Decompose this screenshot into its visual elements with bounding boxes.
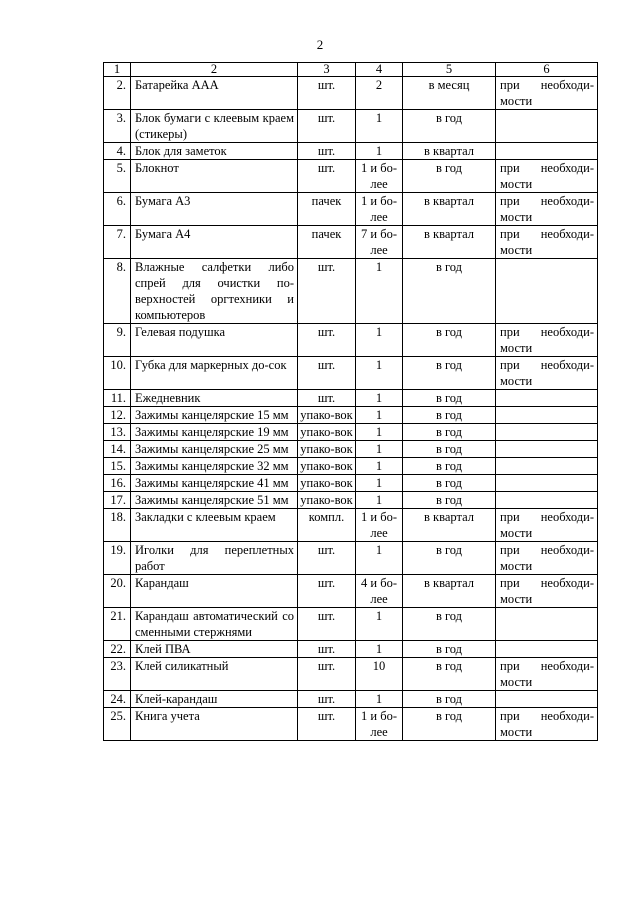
item-name: Закладки с клеевым краем — [131, 509, 298, 542]
item-name: Бумага А4 — [131, 226, 298, 259]
item-quantity: 1 — [356, 407, 403, 424]
item-note: при необходи-мости — [496, 575, 598, 608]
item-quantity: 1 — [356, 441, 403, 458]
row-number: 2. — [104, 77, 131, 110]
item-frequency: в квартал — [403, 226, 496, 259]
item-unit: упако-вок — [298, 492, 356, 509]
row-number: 23. — [104, 658, 131, 691]
table-row — [104, 143, 598, 160]
item-unit: упако-вок — [298, 441, 356, 458]
item-frequency: в год — [403, 160, 496, 193]
item-frequency: в год — [403, 708, 496, 741]
item-note: при необходи-мости — [496, 708, 598, 741]
item-name: Влажные салфетки либо спрей для очистки по-верхностей оргтехники и компьютеров — [131, 259, 298, 324]
table-row — [104, 259, 598, 324]
item-unit: шт. — [298, 160, 356, 193]
item-note: при необходи-мости — [496, 509, 598, 542]
item-frequency: в год — [403, 608, 496, 641]
column-header-4: 4 — [356, 63, 403, 77]
item-frequency: в год — [403, 658, 496, 691]
item-quantity: 1 — [356, 475, 403, 492]
item-unit: упако-вок — [298, 424, 356, 441]
item-note — [496, 608, 598, 641]
row-number: 5. — [104, 160, 131, 193]
item-unit: шт. — [298, 143, 356, 160]
table-body — [104, 77, 598, 741]
item-frequency: в квартал — [403, 143, 496, 160]
item-frequency: в год — [403, 324, 496, 357]
table-row — [104, 226, 598, 259]
table-row — [104, 357, 598, 390]
row-number: 22. — [104, 641, 131, 658]
item-note — [496, 390, 598, 407]
item-frequency: в год — [403, 259, 496, 324]
item-name: Клей-карандаш — [131, 691, 298, 708]
item-frequency: в год — [403, 542, 496, 575]
item-note — [496, 641, 598, 658]
row-number: 24. — [104, 691, 131, 708]
table-row — [104, 424, 598, 441]
item-quantity: 2 — [356, 77, 403, 110]
item-frequency: в год — [403, 641, 496, 658]
row-number: 21. — [104, 608, 131, 641]
item-name: Зажимы канцелярские 19 мм — [131, 424, 298, 441]
item-quantity: 1 — [356, 110, 403, 143]
item-note: при необходи-мости — [496, 77, 598, 110]
item-note: при необходи-мости — [496, 226, 598, 259]
row-number: 4. — [104, 143, 131, 160]
row-number: 13. — [104, 424, 131, 441]
item-quantity: 1 и бо-лее — [356, 509, 403, 542]
table-row — [104, 691, 598, 708]
item-unit: шт. — [298, 708, 356, 741]
item-name: Губка для маркерных до-сок — [131, 357, 298, 390]
table-row — [104, 509, 598, 542]
item-unit: упако-вок — [298, 458, 356, 475]
item-unit: шт. — [298, 110, 356, 143]
row-number: 7. — [104, 226, 131, 259]
item-quantity: 1 — [356, 608, 403, 641]
item-name: Зажимы канцелярские 25 мм — [131, 441, 298, 458]
item-name: Зажимы канцелярские 32 мм — [131, 458, 298, 475]
item-unit: компл. — [298, 509, 356, 542]
row-number: 11. — [104, 390, 131, 407]
row-number: 18. — [104, 509, 131, 542]
row-number: 14. — [104, 441, 131, 458]
table-row — [104, 407, 598, 424]
item-unit: шт. — [298, 77, 356, 110]
item-quantity: 4 и бо-лее — [356, 575, 403, 608]
row-number: 25. — [104, 708, 131, 741]
table-row — [104, 658, 598, 691]
item-name: Зажимы канцелярские 51 мм — [131, 492, 298, 509]
item-note — [496, 407, 598, 424]
column-header-2: 2 — [131, 63, 298, 77]
supplies-table — [103, 62, 598, 741]
item-name: Иголки для переплетных работ — [131, 542, 298, 575]
item-note — [496, 424, 598, 441]
row-number: 20. — [104, 575, 131, 608]
item-frequency: в год — [403, 458, 496, 475]
item-unit: шт. — [298, 357, 356, 390]
item-frequency: в год — [403, 691, 496, 708]
item-frequency: в год — [403, 475, 496, 492]
item-frequency: в квартал — [403, 193, 496, 226]
item-quantity: 1 — [356, 143, 403, 160]
table-row — [104, 458, 598, 475]
item-name: Зажимы канцелярские 15 мм — [131, 407, 298, 424]
row-number: 9. — [104, 324, 131, 357]
item-unit: шт. — [298, 259, 356, 324]
item-unit: шт. — [298, 658, 356, 691]
row-number: 12. — [104, 407, 131, 424]
item-name: Клей ПВА — [131, 641, 298, 658]
table-row — [104, 193, 598, 226]
item-quantity: 1 и бо-лее — [356, 193, 403, 226]
item-quantity: 1 — [356, 259, 403, 324]
item-unit: шт. — [298, 390, 356, 407]
row-number: 3. — [104, 110, 131, 143]
item-frequency: в год — [403, 357, 496, 390]
item-note: при необходи-мости — [496, 658, 598, 691]
table-row — [104, 324, 598, 357]
row-number: 16. — [104, 475, 131, 492]
row-number: 10. — [104, 357, 131, 390]
item-name: Карандаш автоматический со сменными стержнями — [131, 608, 298, 641]
item-quantity: 1 — [356, 492, 403, 509]
item-name: Блок для заметок — [131, 143, 298, 160]
row-number: 17. — [104, 492, 131, 509]
item-note: при необходи-мости — [496, 357, 598, 390]
item-note — [496, 458, 598, 475]
item-name: Бумага А3 — [131, 193, 298, 226]
item-quantity: 1 — [356, 458, 403, 475]
item-note: при необходи-мости — [496, 324, 598, 357]
item-name: Гелевая подушка — [131, 324, 298, 357]
table-row — [104, 160, 598, 193]
item-frequency: в квартал — [403, 575, 496, 608]
page-number: 2 — [316, 37, 324, 52]
table-row — [104, 492, 598, 509]
column-header-3: 3 — [298, 63, 356, 77]
table-row — [104, 77, 598, 110]
item-name: Книга учета — [131, 708, 298, 741]
item-frequency: в год — [403, 407, 496, 424]
item-name: Зажимы канцелярские 41 мм — [131, 475, 298, 492]
table-row — [104, 110, 598, 143]
item-quantity: 1 — [356, 641, 403, 658]
item-name: Батарейка ААА — [131, 77, 298, 110]
item-note — [496, 259, 598, 324]
item-note: при необходи-мости — [496, 160, 598, 193]
item-name: Карандаш — [131, 575, 298, 608]
table-row — [104, 542, 598, 575]
item-note — [496, 691, 598, 708]
table-row — [104, 708, 598, 741]
item-unit: шт. — [298, 542, 356, 575]
item-frequency: в год — [403, 390, 496, 407]
table-row — [104, 390, 598, 407]
item-quantity: 1 — [356, 357, 403, 390]
item-quantity: 7 и бо-лее — [356, 226, 403, 259]
table-row — [104, 441, 598, 458]
item-unit: упако-вок — [298, 475, 356, 492]
item-name: Блокнот — [131, 160, 298, 193]
item-unit: шт. — [298, 691, 356, 708]
row-number: 15. — [104, 458, 131, 475]
item-note: при необходи-мости — [496, 542, 598, 575]
item-name: Ежедневник — [131, 390, 298, 407]
column-header-6: 6 — [496, 63, 598, 77]
item-name: Клей силикатный — [131, 658, 298, 691]
item-frequency: в год — [403, 110, 496, 143]
item-note — [496, 492, 598, 509]
item-frequency: в месяц — [403, 77, 496, 110]
item-unit: пачек — [298, 193, 356, 226]
item-unit: шт. — [298, 641, 356, 658]
item-frequency: в год — [403, 424, 496, 441]
item-quantity: 1 — [356, 424, 403, 441]
item-unit: шт. — [298, 608, 356, 641]
row-number: 6. — [104, 193, 131, 226]
item-note — [496, 110, 598, 143]
table-row — [104, 608, 598, 641]
item-quantity: 1 и бо-лее — [356, 708, 403, 741]
item-quantity: 10 — [356, 658, 403, 691]
item-note — [496, 441, 598, 458]
table-header-row — [104, 63, 598, 77]
column-header-5: 5 — [403, 63, 496, 77]
item-quantity: 1 — [356, 324, 403, 357]
item-unit: шт. — [298, 575, 356, 608]
item-unit: шт. — [298, 324, 356, 357]
item-frequency: в год — [403, 492, 496, 509]
item-name: Блок бумаги с клеевым краем (стикеры) — [131, 110, 298, 143]
item-quantity: 1 и бо-лее — [356, 160, 403, 193]
table-row — [104, 475, 598, 492]
column-header-1: 1 — [104, 63, 131, 77]
row-number: 19. — [104, 542, 131, 575]
item-quantity: 1 — [356, 390, 403, 407]
item-note: при необходи-мости — [496, 193, 598, 226]
table-row — [104, 575, 598, 608]
item-unit: пачек — [298, 226, 356, 259]
item-frequency: в квартал — [403, 509, 496, 542]
item-quantity: 1 — [356, 542, 403, 575]
item-unit: упако-вок — [298, 407, 356, 424]
item-frequency: в год — [403, 441, 496, 458]
item-note — [496, 143, 598, 160]
item-note — [496, 475, 598, 492]
row-number: 8. — [104, 259, 131, 324]
item-quantity: 1 — [356, 691, 403, 708]
table-row — [104, 641, 598, 658]
